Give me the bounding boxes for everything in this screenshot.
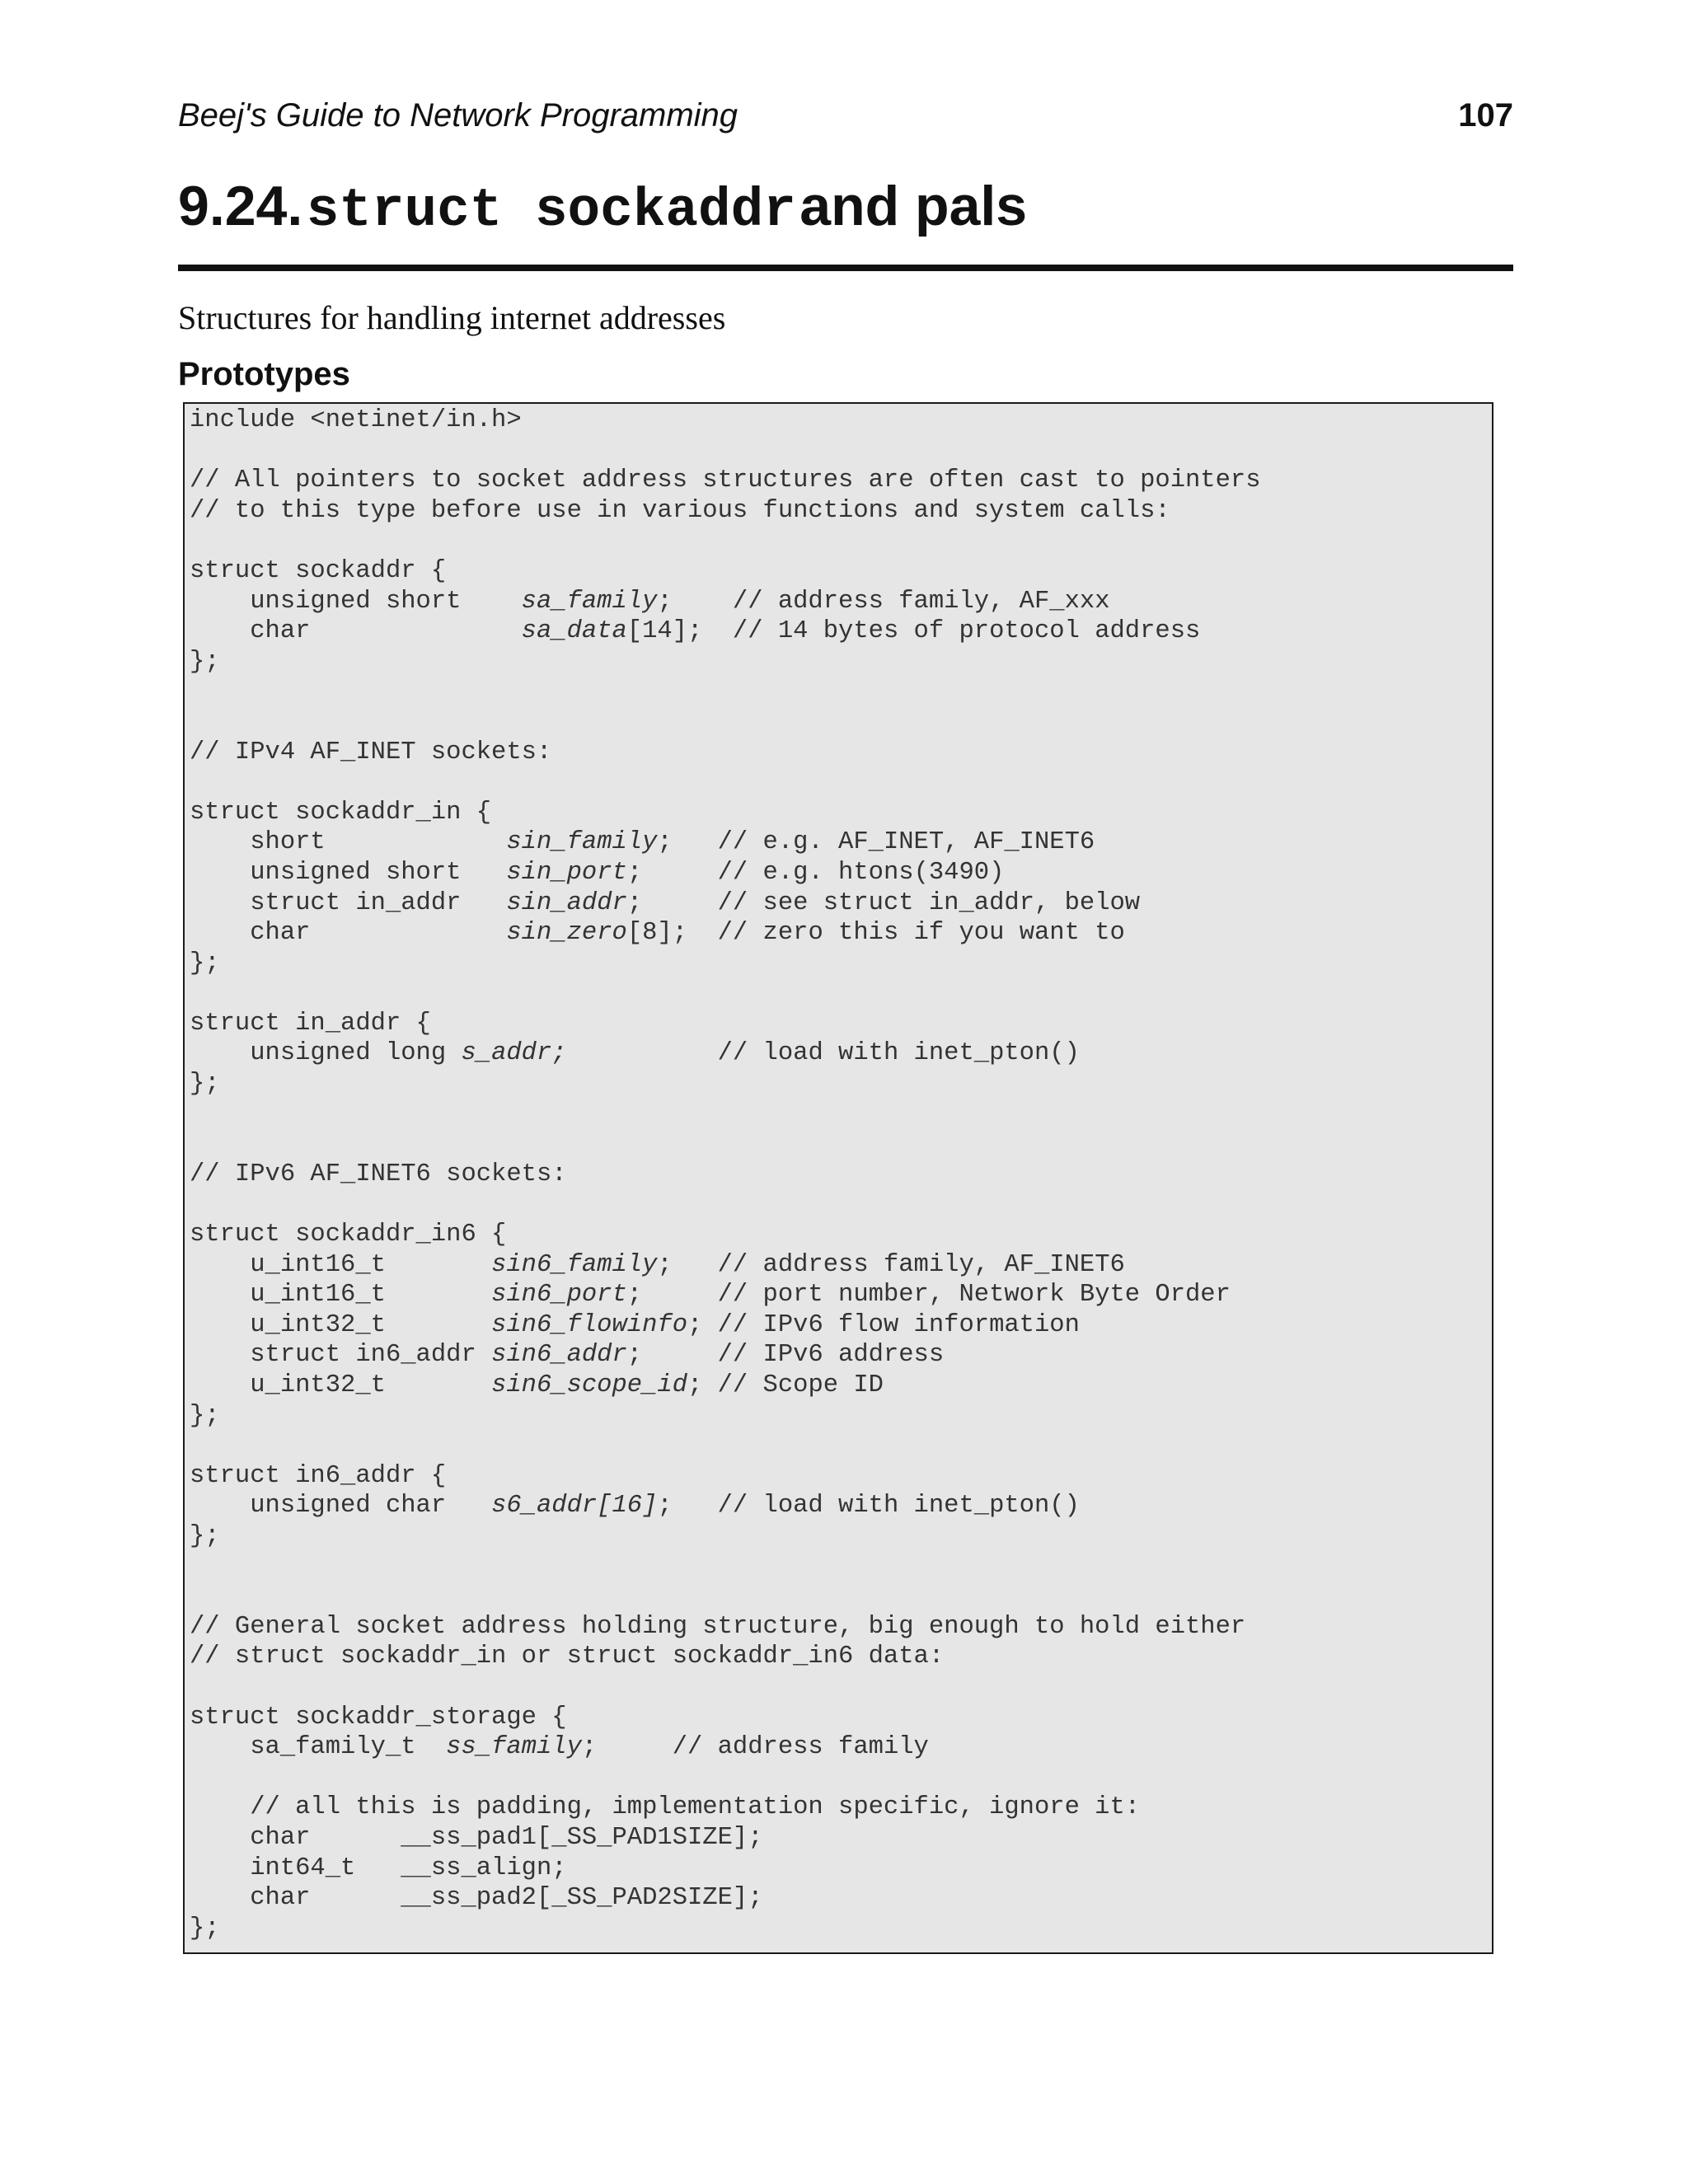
code-text: [14]; // 14 bytes of protocol address bbox=[626, 617, 1201, 646]
code-line bbox=[190, 1883, 1261, 1914]
code-text: unsigned short bbox=[190, 587, 522, 616]
code-text: u_int16_t bbox=[190, 1281, 492, 1310]
code-text: sa_family_t bbox=[190, 1733, 447, 1762]
code-text: ; // e.g. AF_INET, AF_INET6 bbox=[657, 828, 1095, 857]
code-line bbox=[190, 647, 1261, 677]
code-text: ; // address family bbox=[581, 1733, 929, 1762]
code-line bbox=[190, 888, 1261, 919]
code-identifier: s_addr; bbox=[461, 1039, 567, 1068]
code-text: char __ss_pad2[_SS_PAD2SIZE]; bbox=[190, 1884, 763, 1913]
code-text: struct in_addr bbox=[190, 888, 507, 917]
heading-rule bbox=[178, 265, 1513, 271]
code-identifier: sa_family bbox=[521, 587, 658, 616]
code-text: int64_t __ss_align; bbox=[190, 1854, 567, 1882]
code-identifier: sin6_port bbox=[491, 1281, 627, 1310]
code-identifier: sin6_addr bbox=[491, 1341, 627, 1370]
code-line bbox=[190, 1823, 1261, 1854]
code-text: }; bbox=[190, 1070, 220, 1099]
code-text: }; bbox=[190, 1401, 220, 1430]
code-text: u_int32_t bbox=[190, 1371, 492, 1399]
code-line bbox=[190, 1310, 1261, 1341]
code-text: struct sockaddr_storage { bbox=[190, 1703, 567, 1732]
code-text: ; // load with inet_pton() bbox=[657, 1492, 1080, 1521]
code-line bbox=[190, 1250, 1261, 1281]
code-identifier: sin_zero bbox=[506, 919, 627, 948]
code-text: // All pointers to socket address structures are often cast to pointers bbox=[190, 466, 1261, 495]
code-text: char __ss_pad1[_SS_PAD1SIZE]; bbox=[190, 1823, 763, 1852]
code-line bbox=[190, 1038, 1261, 1069]
section-heading bbox=[178, 169, 1027, 243]
code-identifier: sin6_family bbox=[491, 1250, 658, 1279]
code-text: unsigned short bbox=[190, 858, 507, 887]
code-text: include <netinet/in.h> bbox=[190, 406, 522, 434]
code-line bbox=[190, 827, 1261, 858]
code-line bbox=[190, 1703, 1261, 1733]
code-line bbox=[190, 1854, 1261, 1884]
code-line bbox=[190, 1189, 1261, 1220]
prototypes-subheading: Prototypes bbox=[178, 356, 350, 392]
code-text: u_int32_t bbox=[190, 1310, 492, 1339]
code-text: ; // see struct in_addr, below bbox=[626, 888, 1141, 917]
code-line bbox=[190, 466, 1261, 496]
code-text: ; // address family, AF_INET6 bbox=[657, 1250, 1125, 1279]
code-line bbox=[190, 496, 1261, 527]
code-line bbox=[190, 1793, 1261, 1823]
code-text: }; bbox=[190, 949, 220, 977]
code-identifier: sin_addr bbox=[506, 888, 627, 917]
code-text: char bbox=[190, 919, 507, 948]
code-text: struct sockaddr_in { bbox=[190, 798, 492, 827]
code-text: [8]; // zero this if you want to bbox=[626, 919, 1125, 948]
code-text: ; // IPv6 address bbox=[626, 1341, 945, 1370]
section-code-title: struct sockaddr bbox=[306, 180, 796, 241]
code-text: ; // IPv6 flow information bbox=[687, 1310, 1080, 1339]
code-text: ; // Scope ID bbox=[687, 1371, 884, 1399]
code-identifier: sin6_scope_id bbox=[491, 1371, 688, 1399]
code-text: ; // e.g. htons(3490) bbox=[626, 858, 1005, 887]
code-line bbox=[190, 767, 1261, 798]
code-line bbox=[190, 1099, 1261, 1130]
code-line bbox=[190, 1914, 1261, 1944]
code-line bbox=[190, 1582, 1261, 1612]
code-line bbox=[190, 1552, 1261, 1582]
code-line bbox=[190, 1491, 1261, 1521]
code-line bbox=[190, 1009, 1261, 1039]
page-number: 107 bbox=[1458, 97, 1513, 134]
code-line bbox=[190, 738, 1261, 768]
code-identifier: sa_data bbox=[521, 617, 627, 646]
code-identifier: ss_family bbox=[446, 1733, 582, 1762]
code-text: // IPv6 AF_INET6 sockets: bbox=[190, 1160, 567, 1188]
code-line bbox=[190, 1160, 1261, 1190]
code-text: struct sockaddr { bbox=[190, 556, 447, 585]
code-line bbox=[190, 978, 1261, 1009]
code-line bbox=[190, 1521, 1261, 1552]
code-text: unsigned long bbox=[190, 1039, 462, 1068]
book-title: Beej's Guide to Network Programming bbox=[178, 97, 738, 134]
code-line bbox=[190, 1461, 1261, 1492]
code-text: struct sockaddr_in6 { bbox=[190, 1221, 507, 1249]
code-text: ; // port number, Network Byte Order bbox=[626, 1281, 1231, 1310]
code-line bbox=[190, 707, 1261, 738]
code-line bbox=[190, 1340, 1261, 1371]
code-text: char bbox=[190, 617, 522, 646]
code-text: struct in6_addr bbox=[190, 1341, 492, 1370]
code-line bbox=[190, 677, 1261, 707]
code-text: // IPv4 AF_INET sockets: bbox=[190, 738, 552, 766]
code-line bbox=[190, 1612, 1261, 1643]
code-line bbox=[190, 436, 1261, 466]
code-text: }; bbox=[190, 1914, 220, 1943]
section-summary: Structures for handling internet addresses bbox=[178, 299, 726, 336]
code-text: struct in6_addr { bbox=[190, 1461, 447, 1490]
code-identifier: sin_port bbox=[506, 858, 627, 887]
code-line bbox=[190, 616, 1261, 647]
code-text: u_int16_t bbox=[190, 1250, 492, 1279]
code-line bbox=[190, 1763, 1261, 1793]
code-text: unsigned char bbox=[190, 1492, 492, 1521]
code-line bbox=[190, 949, 1261, 979]
code-identifier: s6_addr[16] bbox=[491, 1492, 658, 1521]
code-text: }; bbox=[190, 647, 220, 676]
code-line bbox=[190, 1280, 1261, 1310]
code-line bbox=[190, 1220, 1261, 1250]
code-line bbox=[190, 1732, 1261, 1763]
code-text: ; // address family, AF_xxx bbox=[657, 587, 1110, 616]
code-line bbox=[190, 798, 1261, 828]
code-text: // General socket address holding structure, big enough to hold either bbox=[190, 1612, 1246, 1641]
code-line bbox=[190, 1672, 1261, 1703]
code-line bbox=[190, 587, 1261, 617]
code-line bbox=[190, 556, 1261, 587]
code-text: // struct sockaddr_in or struct sockaddr_in6 data: bbox=[190, 1643, 945, 1671]
code-identifier: sin_family bbox=[506, 828, 658, 857]
code-line bbox=[190, 1129, 1261, 1160]
code-line bbox=[190, 918, 1261, 949]
code-text: struct in_addr { bbox=[190, 1009, 431, 1038]
code-text: short bbox=[190, 828, 507, 857]
code-line bbox=[190, 526, 1261, 556]
code-text: // all this is padding, implementation specific, ignore it: bbox=[190, 1793, 1141, 1822]
code-listing bbox=[190, 405, 1261, 1943]
section-title-tail: and pals bbox=[799, 175, 1028, 237]
code-line bbox=[190, 1401, 1261, 1432]
code-line bbox=[190, 858, 1261, 888]
code-line bbox=[190, 1371, 1261, 1401]
code-line bbox=[190, 405, 1261, 436]
code-line bbox=[190, 1642, 1261, 1672]
code-text: }; bbox=[190, 1521, 220, 1550]
running-header bbox=[178, 92, 1513, 138]
code-text: // to this type before use in various functions and system calls: bbox=[190, 496, 1170, 525]
code-text: // load with inet_pton() bbox=[566, 1039, 1080, 1068]
section-number: 9.24. bbox=[178, 175, 303, 237]
code-identifier: sin6_flowinfo bbox=[491, 1310, 688, 1339]
code-line bbox=[190, 1069, 1261, 1099]
code-line bbox=[190, 1431, 1261, 1461]
